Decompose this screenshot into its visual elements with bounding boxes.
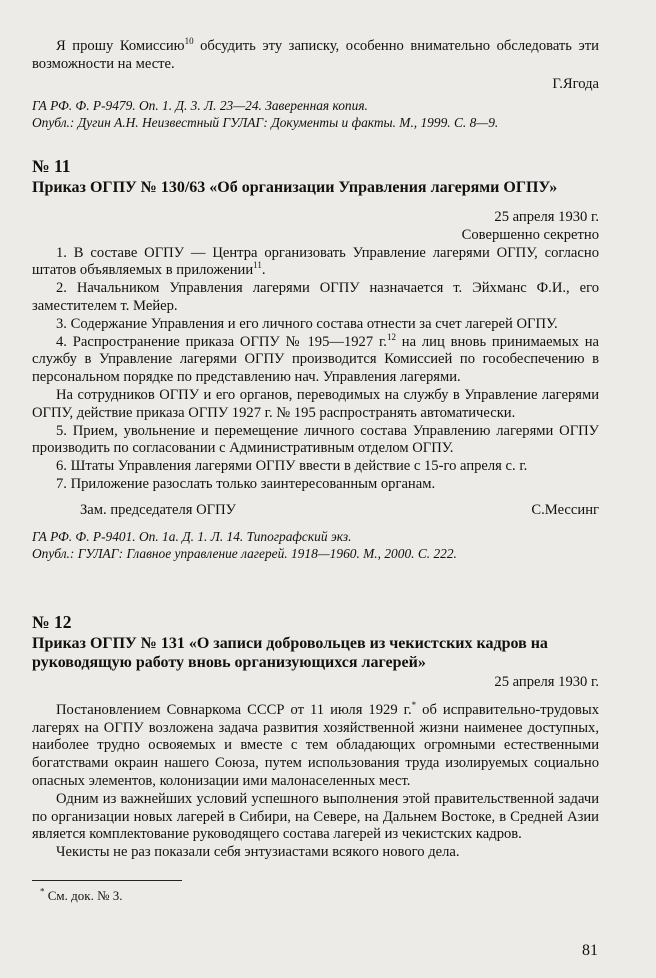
order-item-4: 4. Распространение приказа ОГПУ № 195—1927 г.$^{12}$ на лиц вновь принимаемых на службу в Управление лагерями ОГПУ производится Комиссией по гособеспечению в персональном порядке по представлению нач. Управления лагерями. — [32, 331, 599, 386]
document-title: Приказ ОГПУ № 130/63 «Об организации Управления лагерями ОГПУ» — [32, 179, 558, 196]
order-item-2: 2. Начальником Управления лагерями ОГПУ назначается т. Эйхманс Ф.И., его заместителем т. Мейер. — [32, 280, 599, 314]
footnote-divider — [32, 880, 182, 881]
order-item-6: 6. Штаты Управления лагерями ОГПУ ввести в действие с 15-го апреля с. г. — [56, 458, 528, 475]
footnote: * См. док. № 3. — [40, 886, 123, 903]
archive-source: ГА РФ. Ф. Р-9401. Оп. 1а. Д. 1. Л. 14. Типографский экз. — [32, 528, 352, 544]
order-item-7: 7. Приложение разослать только заинтересованным органам. — [56, 475, 436, 492]
closing-paragraph: Я прошу Комиссию$^{10}$ обсудить эту записку, особенно внимательно обследовать эти возможности на месте. — [32, 36, 599, 72]
footnote-ref: 10 — [184, 36, 194, 47]
document-11 — [32, 156, 599, 562]
paragraph-1: Постановлением Совнаркома СССР от 11 июля 1929 г.* об исправительно-трудовых лагерях на ОГПУ возложена задача развития хозяйственной жизни наименее доступных, наиболее трудно освояемых и вместе с тем обладающих огромными естественными богатствами окраин нашего Союза, путем использования труда изолируемых социально опасных элементов, колонизации ими малонаселенных мест. — [32, 699, 599, 789]
order-item-1: 1. В составе ОГПУ — Центра организовать Управление лагерями ОГПУ, согласно штатов объявляемых в приложении$^{11}$. — [32, 244, 599, 279]
page-number: 81 — [582, 942, 598, 959]
signature-line — [32, 502, 599, 520]
signer-role: Зам. председателя ОГПУ — [80, 501, 236, 518]
document-date: 25 апреля 1930 г. — [494, 209, 599, 225]
order-item-5: 5. Прием, увольнение и перемещение личного состава Управлению лагерями ОГПУ производить по согласовании с Административным отделом ОГПУ. — [32, 422, 599, 457]
signature-yagoda: Г.Ягода — [552, 75, 599, 92]
order-item-3: 3. Содержание Управления и его личного состава отнести за счет лагерей ОГПУ. — [56, 315, 558, 332]
document-number: № 12 — [32, 612, 72, 632]
footnote-ref: 12 — [386, 331, 396, 342]
archive-source: ГА РФ. Ф. Р-9479. Оп. 1. Д. 3. Л. 23—24. Заверенная копия. — [32, 98, 368, 114]
document-title: Приказ ОГПУ № 131 «О записи добровольцев из чекистских кадров на руководящую работу вновь организующихся лагерей» — [32, 635, 548, 671]
paragraph-3: Чекисты не раз показали себя энтузиастами всякого нового дела. — [56, 844, 460, 861]
secrecy-stamp: Совершенно секретно — [461, 226, 599, 243]
prev-doc-closing — [32, 38, 599, 131]
publication-source: Опубл.: Дугин А.Н. Неизвестный ГУЛАГ: Документы и факты. М., 1999. С. 8—9. — [32, 115, 499, 131]
document-date: 25 апреля 1930 г. — [494, 674, 599, 690]
document-number: № 11 — [32, 156, 71, 176]
footnote-mark: * — [40, 886, 45, 897]
order-item-4-continued: На сотрудников ОГПУ и его органов, переводимых на службу в Управление лагерями ОГПУ, действие приказа ОГПУ 1927 г. № 195 распространять автоматически. — [32, 386, 599, 421]
footnote-ref: 11 — [253, 260, 262, 271]
signer-name: С.Мессинг — [531, 501, 599, 518]
paragraph-2: Одним из важнейших условий успешного выполнения этой правительственной задачи по организации новых лагерей в Сибири, на Севере, на Дальнем Востоке, в Средней Азии является комплектование руководящего состава лагерей из чекистских кадров. — [32, 790, 599, 843]
document-12 — [32, 612, 599, 862]
footnote-ref: * — [411, 699, 417, 710]
publication-source: Опубл.: ГУЛАГ: Главное управление лагерей. 1918—1960. М., 2000. С. 222. — [32, 545, 457, 561]
